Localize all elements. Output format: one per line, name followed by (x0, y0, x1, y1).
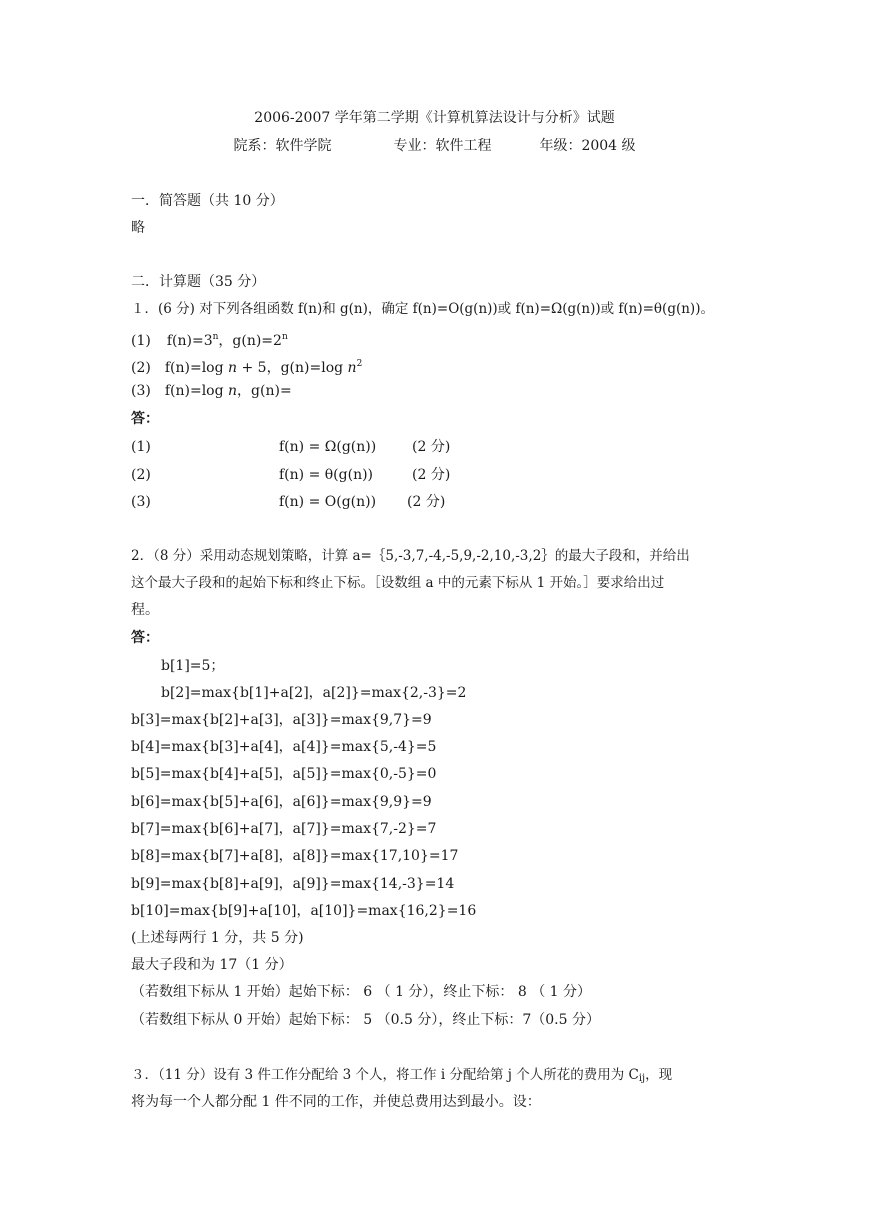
grade-label: 年级：2004 级 (539, 138, 636, 154)
q2-stem-line-2: 这个最大子段和的起始下标和终止下标。［设数组 a 中的元素下标从 1 开始。］要求给出过 (131, 575, 665, 591)
q1-answer-3-score: (2 分) (407, 494, 446, 510)
q1-answer-1-num: (1) (131, 439, 151, 455)
q1-item-2: (2) f(n)=log n + 5，g(n)=log $n^2$ (131, 359, 363, 376)
dept-label: 院系：软件学院 (233, 138, 332, 154)
q2-step-7: b[7]=max{b[6]+a[7]，a[7]}=max{7,-2}=7 (131, 821, 437, 837)
q2-step-1: b[1]=5； (161, 658, 225, 674)
q2-stem-line-3: 程。 (131, 602, 159, 618)
q1-item-1: (1) $f(n)=3^n$，$g(n)=2^n$ (131, 332, 288, 349)
q1-answer-2-num: (2) (131, 467, 151, 483)
q3-stem-line-1: ３．（11 分）设有 3 件工作分配给 3 个人，将工作 i 分配给第 j 个人所花的费用为 $C_{ij}$，现 (131, 1067, 673, 1084)
q1-answer-1-expr: f(n) = Ω(g(n)) (279, 439, 377, 455)
q2-step-9: b[9]=max{b[8]+a[9]，a[9]}=max{14,-3}=14 (131, 876, 455, 892)
q2-answer-label: 答： (131, 630, 159, 646)
q2-step-6: b[6]=max{b[5]+a[6]，a[6]}=max{9,9}=9 (131, 794, 432, 810)
q1-answer-2-score: (2 分) (412, 467, 451, 483)
q1-answer-3-num: (3) (131, 494, 151, 510)
section1-body: 略 (131, 220, 145, 236)
q2-stem-line-1: 2．（8 分）采用动态规划策略，计算 a=｛5,-3,7,-4,-5,9,-2,10,-3,2｝的最大子段和，并给出 (131, 548, 690, 564)
q2-step-8: b[8]=max{b[7]+a[8]，a[8]}=max{17,10}=17 (131, 848, 459, 864)
q3-stem-line-2: 将为每一个人都分配 1 件不同的工作，并使总费用达到最小。设： (131, 1094, 541, 1110)
q2-index-from-0: （若数组下标从 0 开始）起始下标： 5 （0.5 分），终止下标：7（0.5 分） (131, 1012, 600, 1028)
q2-step-3: b[3]=max{b[2]+a[3]，a[3]}=max{9,7}=9 (131, 712, 432, 728)
section1-title: 一．简答题（共 10 分） (131, 193, 284, 209)
q1-stem: １．(6 分) 对下列各组函数 f(n)和 g(n)，确定 f(n)=O(g(n))或 f(n)=Ω(g(n))或 f(n)=θ(g(n))。 (131, 301, 714, 317)
q1-answer-label: 答： (131, 411, 159, 427)
q2-index-from-1: （若数组下标从 1 开始）起始下标： 6 （ 1 分），终止下标： 8 （ 1 分） (131, 984, 592, 1000)
q1-item-3: (3) f(n)=log n，g(n)= (131, 383, 292, 399)
q2-step-5: b[5]=max{b[4]+a[5]，a[5]}=max{0,-5}=0 (131, 766, 437, 782)
exam-meta (0, 136, 869, 156)
q1-answer-2-expr: f(n) = θ(g(n)) (279, 467, 374, 483)
q2-step-4: b[4]=max{b[3]+a[4]，a[4]}=max{5,-4}=5 (131, 739, 437, 755)
q2-score-note: (上述每两行 1 分，共 5 分) (131, 930, 304, 946)
q2-step-2: b[2]=max{b[1]+a[2]，a[2]}=max{2,-3}=2 (161, 685, 467, 701)
section2-title: 二．计算题（35 分） (131, 274, 266, 290)
major-label: 专业：软件工程 (393, 138, 492, 154)
q1-answer-1-score: (2 分) (412, 439, 451, 455)
q2-max-sum: 最大子段和为 17（1 分） (131, 957, 293, 973)
q2-step-10: b[10]=max{b[9]+a[10]，a[10]}=max{16,2}=16 (131, 903, 477, 919)
exam-title: 2006-2007 学年第二学期《计算机算法设计与分析》试题 (254, 110, 615, 126)
q1-answer-3-expr: f(n) = O(g(n)) (279, 494, 377, 510)
